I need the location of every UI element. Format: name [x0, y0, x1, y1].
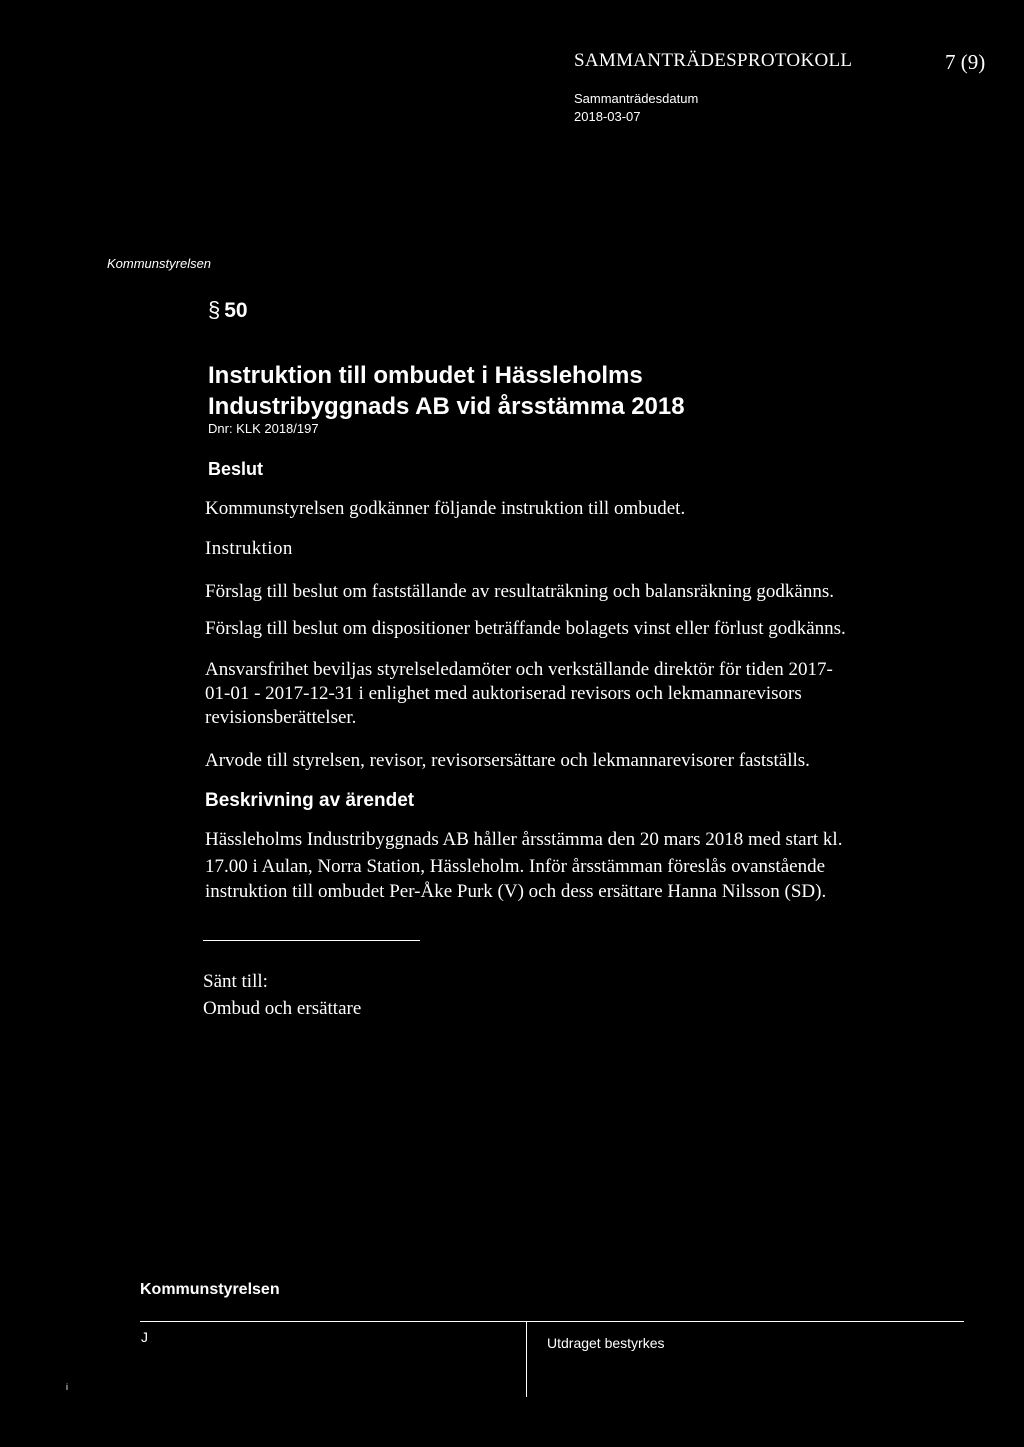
case-number: Dnr: KLK 2018/197: [208, 421, 319, 436]
description-line-2: 17.00 i Aulan, Norra Station, Hässleholm. Inför årsstämman föreslås ovanstående: [205, 856, 825, 877]
document-type: SAMMANTRÄDESPROTOKOLL: [574, 50, 853, 71]
description-line-1: Hässleholms Industribyggnads AB håller årsstämma den 20 mars 2018 med start kl.: [205, 829, 843, 850]
page-number: 7 (9): [945, 50, 986, 74]
instruction-item-3-line-2: 01-01 - 2017-12-31 i enlighet med auktoriserad revisors och lekmannarevisors: [205, 683, 802, 704]
decision-text: Kommunstyrelsen godkänner följande instruktion till ombudet.: [205, 498, 686, 519]
meeting-date-label: Sammanträdesdatum: [574, 91, 699, 106]
instruction-item-3-line-3: revisionsberättelser.: [205, 707, 357, 728]
instruction-item-1: Förslag till beslut om fastställande av resultaträkning och balansräkning godkänns.: [205, 581, 834, 602]
organization-label: Kommunstyrelsen: [107, 256, 212, 271]
footer-divider: [526, 1321, 527, 1397]
footer-mark: i: [66, 1382, 68, 1392]
title-line-1: Instruktion till ombudet i Hässleholms: [208, 362, 643, 389]
description-line-3: instruktion till ombudet Per-Åke Purk (V) och dess ersättare Hanna Nilsson (SD).: [205, 881, 827, 902]
footer-rule: [140, 1321, 964, 1322]
instruction-heading: Instruktion: [205, 538, 293, 559]
title-line-2: Industribyggnads AB vid årsstämma 2018: [208, 393, 685, 420]
paragraph-number: [208, 297, 248, 323]
separator-line: [203, 940, 420, 941]
instruction-item-3-line-1: Ansvarsfrihet beviljas styrelseledamöter och verkställande direktör för tiden 2017-: [205, 659, 833, 680]
attestation-label: Utdraget bestyrkes: [547, 1335, 665, 1351]
meeting-date-value: 2018-03-07: [574, 109, 641, 124]
signature-mark: J: [141, 1329, 148, 1345]
sent-to-value: Ombud och ersättare: [203, 998, 362, 1019]
paragraph-number-value: 50: [224, 299, 248, 322]
section-sign: §: [208, 297, 221, 322]
instruction-item-4: Arvode till styrelsen, revisor, revisorsersättare och lekmannarevisorer fastställs.: [205, 750, 810, 771]
decision-heading: Beslut: [208, 459, 264, 479]
description-heading: Beskrivning av ärendet: [205, 790, 415, 811]
instruction-item-2: Förslag till beslut om dispositioner beträffande bolagets vinst eller förlust godkänns.: [205, 618, 846, 639]
footer-organization: Kommunstyrelsen: [140, 1281, 280, 1298]
sent-to-label: Sänt till:: [203, 971, 268, 992]
